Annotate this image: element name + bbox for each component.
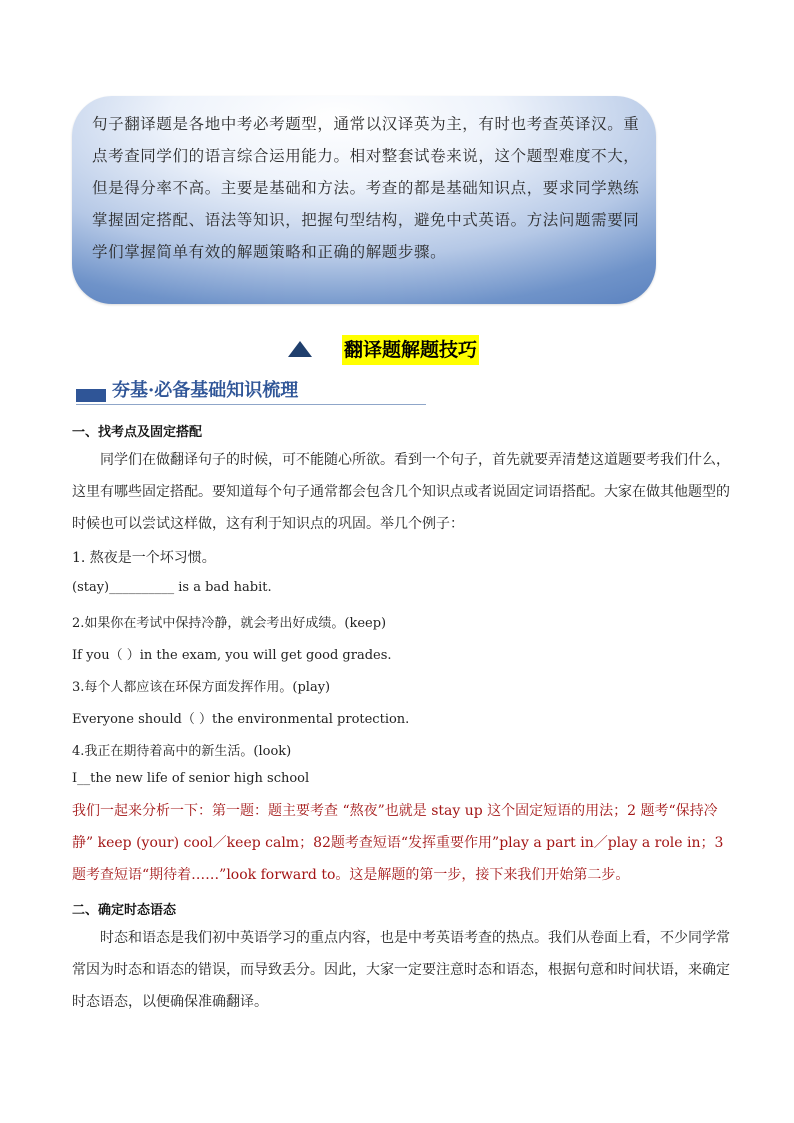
example-2-cn: 2.如果你在考试中保持冷静，就会考出好成绩。(keep) xyxy=(72,616,387,631)
paragraph-1: 同学们在做翻译句子的时候，可不能随心所欲。看到一个句子，首先就要弄清楚这道题要考我们什么，这里有哪些固定搭配。要知道每个句子通常都会包含几个知识点或者说固定词语搭配。大家在做其他题型的时候也可以尝试这样做，这有利于知识点的巩固。举几个例子： xyxy=(72,452,730,532)
paragraph-2: 时态和语态是我们初中英语学习的重点内容，也是中考英语考查的热点。我们从卷面上看，不少同学常常因为时态和语态的错误，而导致丢分。因此，大家一定要注意时态和语态，根据句意和时间状语，来确定时态语态，以便确保准确翻译。 xyxy=(72,930,730,1010)
example-4-cn: 4.我正在期待着高中的新生活。(look) xyxy=(72,744,292,759)
triangle-icon xyxy=(288,341,312,357)
analysis-text: 我们一起来分析一下：第一题：题主要考查 “熬夜”也就是 stay up 这个固定短语的用法；2 题考“保持冷静” keep (your) cool／keep calm；82题考查短语“发挥重要作用”play a part in／play a role in；3题考查短语“期待着……”look forward to。这是解题的第一步，接下来我们开始第二步。 xyxy=(72,803,724,883)
example-4-en: I__the new life of senior high school xyxy=(72,771,310,786)
example-2-en: If you（ ）in the exam, you will get good grades. xyxy=(72,648,392,663)
example-3-cn: 3.每个人都应该在环保方面发挥作用。(play) xyxy=(72,680,331,695)
section-banner-title: 夯基·必备基础知识梳理 xyxy=(112,380,299,401)
section-banner xyxy=(76,377,426,405)
page-title: 翻译题解题技巧 xyxy=(342,335,479,365)
intro-text: 句子翻译题是各地中考必考题型，通常以汉译英为主，有时也考查英译汉。重点考查同学们的语言综合运用能力。相对整套试卷来说，这个题型难度不大，但是得分率不高。主要是基础和方法。考查的都是基础知识点，要求同学熟练掌握固定搭配、语法等知识，把握句型结构，避免中式英语。方法问题需要同学们掌握简单有效的解题策略和正确的解题步骤。 xyxy=(92,115,640,261)
heading-2: 二、确定时态语态 xyxy=(72,903,177,918)
banner-bar-decoration xyxy=(76,389,106,402)
example-1-en: (stay)__________ is a bad habit. xyxy=(72,580,272,595)
banner-underline xyxy=(76,404,426,405)
example-3-en: Everyone should（ ）the environmental protection. xyxy=(72,712,410,727)
heading-1: 一、找考点及固定搭配 xyxy=(72,425,203,440)
example-1-cn: 1. 熬夜是一个坏习惯。 xyxy=(72,550,216,566)
